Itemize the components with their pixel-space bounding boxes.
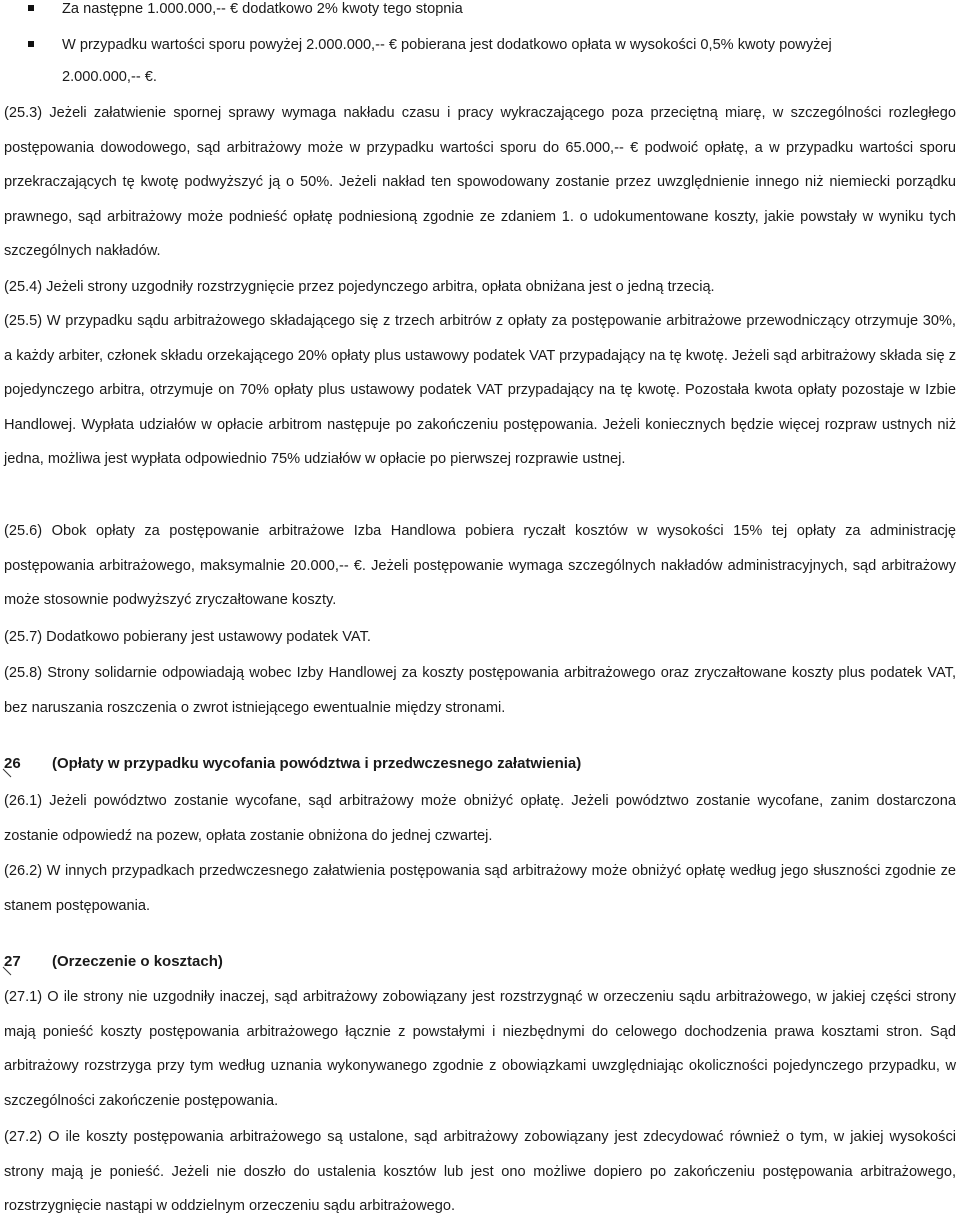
section-number: 27: [4, 953, 21, 970]
bullet-marker: [28, 5, 34, 11]
bullet-text: 2.000.000,-- €.: [62, 69, 157, 85]
bullet-text: Za następne 1.000.000,-- € dodatkowo 2% kwoty tego stopnia: [62, 1, 463, 17]
bullet-text: W przypadku wartości sporu powyżej 2.000.000,-- € pobierana jest dodatkowo opłata w wysokości 0,5% kwoty powyżej: [62, 37, 832, 53]
bullet-continuation: [4, 68, 956, 86]
section-title: (Opłaty w przypadku wycofania powództwa i przedwczesnego załatwienia): [52, 755, 582, 772]
paragraph-25-7: (25.7) Dodatkowo pobierany jest ustawowy podatek VAT.: [4, 629, 371, 645]
paragraph-26-1: (26.1) Jeżeli powództwo zostanie wycofane, sąd arbitrażowy może obniżyć opłatę. Jeżeli powództwo zostanie wycofane, zanim dostarczona zostanie odpowiedź na pozew, opłata zostanie obniżona do jednej czwartej.: [4, 793, 956, 844]
paragraph-26-2: (26.2) W innych przypadkach przedwczesnego załatwienia postępowania sąd arbitrażowy może obniżyć opłatę według jego słuszności zgodnie ze stanem postępowania.: [4, 863, 956, 914]
section-heading-26: [4, 754, 956, 774]
paragraph-25-4: (25.4) Jeżeli strony uzgodniły rozstrzygnięcie przez pojedynczego arbitra, opłata obniżana jest o jedną trzecią.: [4, 279, 715, 295]
bullet-marker: [28, 41, 34, 47]
paragraph-25-3: (25.3) Jeżeli załatwienie spornej sprawy wymaga nakładu czasu i pracy wykraczającego poza przeciętną miarę, w szczególności rozległego postępowania dowodowego, sąd arbitrażowy może w przypadku wartości sporu do 65.000,-- € podwoić opłatę, a w przypadku wartości sporu przekraczających tę kwotę podwyższyć ją o 50%. Jeżeli nakład ten spowodowany zostanie przez uwzględnienie innego niż niemiecki porządku prawnego, sąd arbitrażowy może podnieść opłatę podniesioną zgodnie ze zdaniem 1. o udokumentowane koszty, jakie powstały w wyniku tych szczególnych nakładów.: [4, 105, 956, 260]
bullet-item: [4, 36, 956, 54]
bullet-item: [4, 0, 956, 18]
paragraph-27-2: (27.2) O ile koszty postępowania arbitrażowego są ustalone, sąd arbitrażowy zobowiązany jest zdecydować również o tym, w jakiej wysokości strony mają je ponieść. Jeżeli nie doszło do ustalenia kosztów lub jest ono możliwe dopiero po zakończeniu postępowania arbitrażowego, rozstrzygnięcie nastąpi w oddzielnym orzeczeniu sądu arbitrażowego.: [4, 1129, 956, 1215]
paragraph-27-1: (27.1) O ile strony nie uzgodniły inaczej, sąd arbitrażowy zobowiązany jest rozstrzygnąć w orzeczeniu sądu arbitrażowego, w jakiej części strony mają ponieść koszty postępowania arbitrażowego łącznie z powstałymi i niezbędnymi do celowego dochodzenia prawa kosztami stron. Sąd arbitrażowy rozstrzyga przy tym według uznania wykonywanego zgodnie z obowiązkami uwzględniając okoliczności pojedynczego przypadku, w szczególności zakończenie postępowania.: [4, 989, 956, 1109]
section-number: 26: [4, 755, 21, 772]
paragraph-25-8: (25.8) Strony solidarnie odpowiadają wobec Izby Handlowej za koszty postępowania arbitrażowego oraz zryczałtowane koszty plus podatek VAT, bez naruszania roszczenia o zwrot istniejącego ewentualnie między stronami.: [4, 665, 956, 716]
section-marker-icon: [2, 966, 12, 976]
paragraph-25-5: (25.5) W przypadku sądu arbitrażowego składającego się z trzech arbitrów z opłaty za postępowanie arbitrażowe przewodniczący otrzymuje 30%, a każdy arbiter, członek składu orzekającego 20% opłaty plus ustawowy podatek VAT przypadający na tę kwotę. Jeżeli sąd arbitrażowy składa się z pojedynczego arbitra, otrzymuje on 70% opłaty plus ustawowy podatek VAT przypadający na tę kwotę. Pozostała kwota opłaty pozostaje w Izbie Handlowej. Wypłata udziałów w opłacie arbitrom następuje po zakończeniu postępowania. Jeżeli koniecznych będzie więcej rozpraw ustnych niż jedna, możliwa jest wypłata odpowiednio 75% udziałów w opłacie po pierwszej rozprawie ustnej.: [4, 313, 956, 468]
section-title: (Orzeczenie o kosztach): [52, 953, 223, 970]
section-heading-27: [4, 952, 956, 972]
paragraph-25-6: (25.6) Obok opłaty za postępowanie arbitrażowe Izba Handlowa pobiera ryczałt kosztów w wysokości 15% tej opłaty za administrację postępowania arbitrażowego, maksymalnie 20.000,-- €. Jeżeli postępowanie wymaga szczególnych nakładów administracyjnych, sąd arbitrażowy może stosownie podwyższyć zryczałtowane koszty.: [4, 523, 956, 609]
section-marker-icon: [2, 768, 12, 778]
